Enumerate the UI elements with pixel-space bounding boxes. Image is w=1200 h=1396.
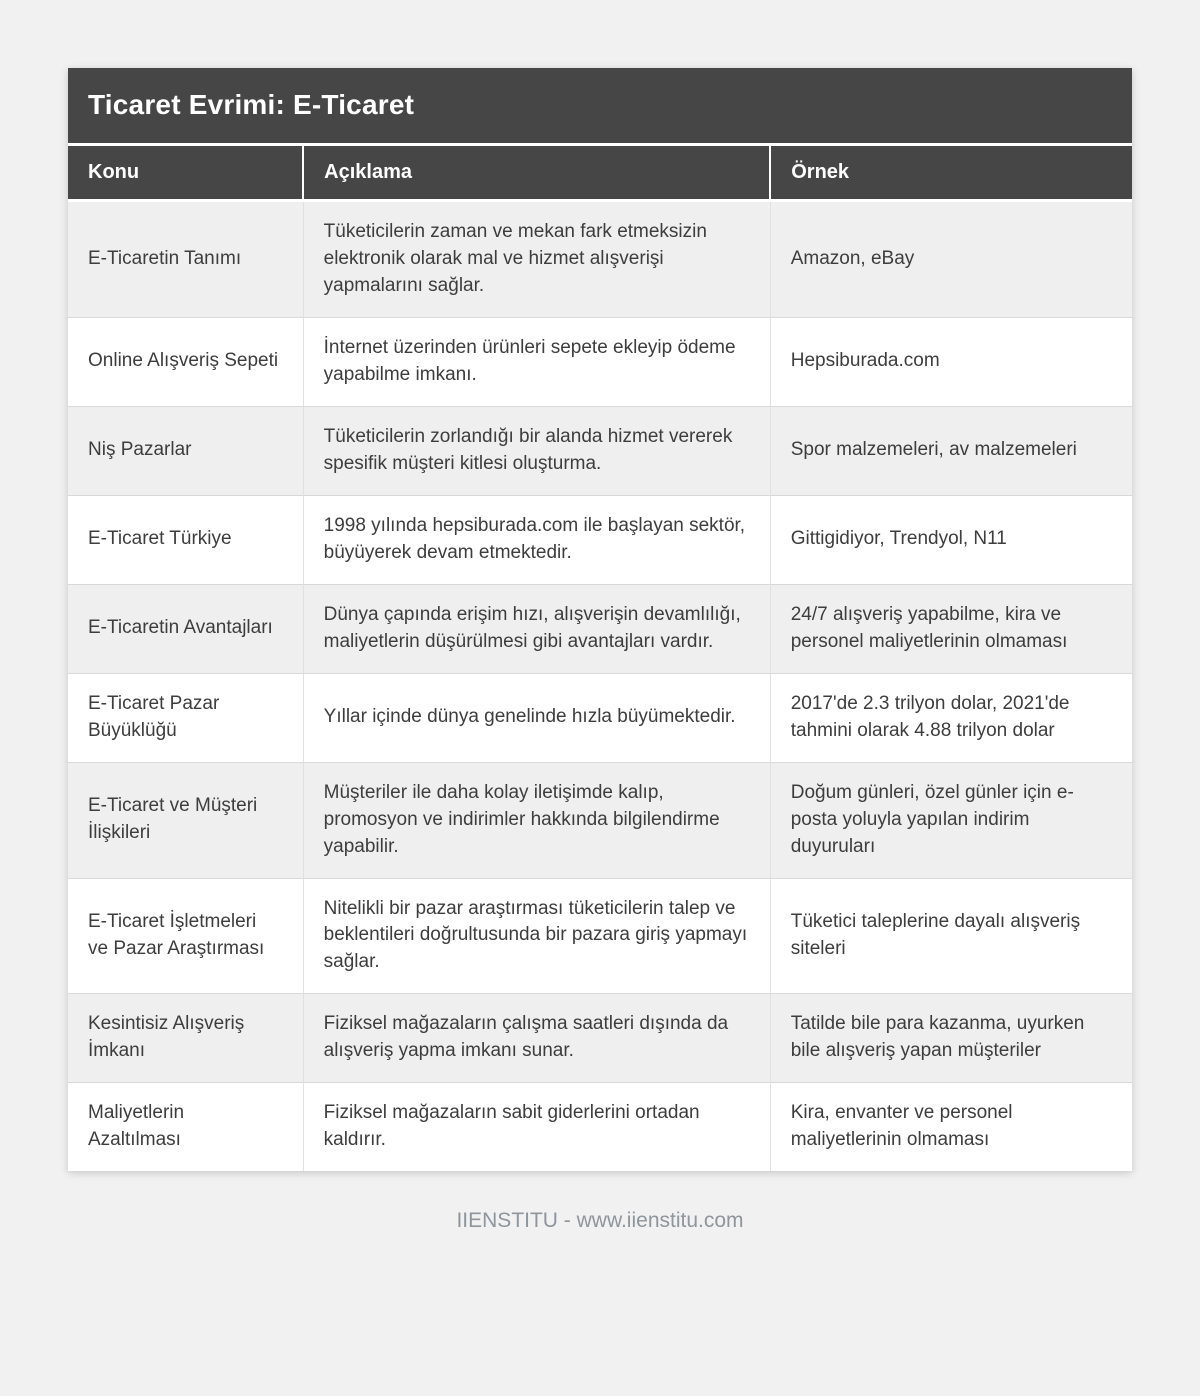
- table-row: [68, 495, 1132, 584]
- cell-konu: Maliyetlerin Azaltılması: [68, 1083, 303, 1171]
- cell-konu: Niş Pazarlar: [68, 406, 303, 495]
- header-row: [68, 146, 1132, 201]
- table-body: [68, 201, 1132, 1172]
- cell-aciklama: Müşteriler ile daha kolay iletişimde kalıp, promosyon ve indirimler hakkında bilgilendirme yapabilir.: [303, 762, 770, 878]
- cell-ornek: 2017'de 2.3 trilyon dolar, 2021'de tahmini olarak 4.88 trilyon dolar: [770, 673, 1132, 762]
- table-row: [68, 317, 1132, 406]
- table-card: [68, 68, 1132, 1171]
- cell-ornek: Hepsiburada.com: [770, 317, 1132, 406]
- page-footer: [0, 1209, 1200, 1273]
- cell-konu: E-Ticaret Pazar Büyüklüğü: [68, 673, 303, 762]
- table-header: [68, 146, 1132, 201]
- cell-konu: E-Ticaretin Tanımı: [68, 201, 303, 318]
- cell-aciklama: Fiziksel mağazaların sabit giderlerini ortadan kaldırır.: [303, 1083, 770, 1171]
- footer-attribution: IIENSTITU - www.iienstitu.com: [456, 1209, 744, 1233]
- table-row: [68, 673, 1132, 762]
- cell-ornek: Gittigidiyor, Trendyol, N11: [770, 495, 1132, 584]
- cell-ornek: Doğum günleri, özel günler için e-posta yoluyla yapılan indirim duyuruları: [770, 762, 1132, 878]
- cell-ornek: Tüketici taleplerine dayalı alışveriş siteleri: [770, 878, 1132, 994]
- table-row: [68, 584, 1132, 673]
- table-row: [68, 878, 1132, 994]
- cell-aciklama: Fiziksel mağazaların çalışma saatleri dışında da alışveriş yapma imkanı sunar.: [303, 994, 770, 1083]
- cell-aciklama: Yıllar içinde dünya genelinde hızla büyümektedir.: [303, 673, 770, 762]
- cell-aciklama: 1998 yılında hepsiburada.com ile başlayan sektör, büyüyerek devam etmektedir.: [303, 495, 770, 584]
- table-row: [68, 1083, 1132, 1171]
- cell-aciklama: Nitelikli bir pazar araştırması tüketicilerin talep ve beklentileri doğrultusunda bir pazara giriş yapmayı sağlar.: [303, 878, 770, 994]
- cell-ornek: Spor malzemeleri, av malzemeleri: [770, 406, 1132, 495]
- cell-konu: Kesintisiz Alışveriş İmkanı: [68, 994, 303, 1083]
- cell-aciklama: Tüketicilerin zorlandığı bir alanda hizmet vererek spesifik müşteri kitlesi oluşturma.: [303, 406, 770, 495]
- page-title: Ticaret Evrimi: E-Ticaret: [88, 89, 415, 120]
- table-row: [68, 994, 1132, 1083]
- cell-konu: E-Ticaret ve Müşteri İlişkileri: [68, 762, 303, 878]
- cell-aciklama: İnternet üzerinden ürünleri sepete ekleyip ödeme yapabilme imkanı.: [303, 317, 770, 406]
- table-row: [68, 406, 1132, 495]
- cell-ornek: Kira, envanter ve personel maliyetlerinin olmaması: [770, 1083, 1132, 1171]
- table-row: [68, 762, 1132, 878]
- cell-ornek: Amazon, eBay: [770, 201, 1132, 318]
- table-row: [68, 201, 1132, 318]
- cell-konu: E-Ticaret Türkiye: [68, 495, 303, 584]
- cell-konu: E-Ticaretin Avantajları: [68, 584, 303, 673]
- cell-ornek: 24/7 alışveriş yapabilme, kira ve personel maliyetlerinin olmaması: [770, 584, 1132, 673]
- table-title-bar: [68, 68, 1132, 143]
- cell-konu: E-Ticaret İşletmeleri ve Pazar Araştırması: [68, 878, 303, 994]
- column-header-aciklama: Açıklama: [303, 146, 770, 201]
- cell-ornek: Tatilde bile para kazanma, uyurken bile alışveriş yapan müşteriler: [770, 994, 1132, 1083]
- cell-aciklama: Tüketicilerin zaman ve mekan fark etmeksizin elektronik olarak mal ve hizmet alışverişi yapmalarını sağlar.: [303, 201, 770, 318]
- cell-aciklama: Dünya çapında erişim hızı, alışverişin devamlılığı, maliyetlerin düşürülmesi gibi avantajları vardır.: [303, 584, 770, 673]
- column-header-ornek: Örnek: [770, 146, 1132, 201]
- data-table: [68, 146, 1132, 1171]
- cell-konu: Online Alışveriş Sepeti: [68, 317, 303, 406]
- column-header-konu: Konu: [68, 146, 303, 201]
